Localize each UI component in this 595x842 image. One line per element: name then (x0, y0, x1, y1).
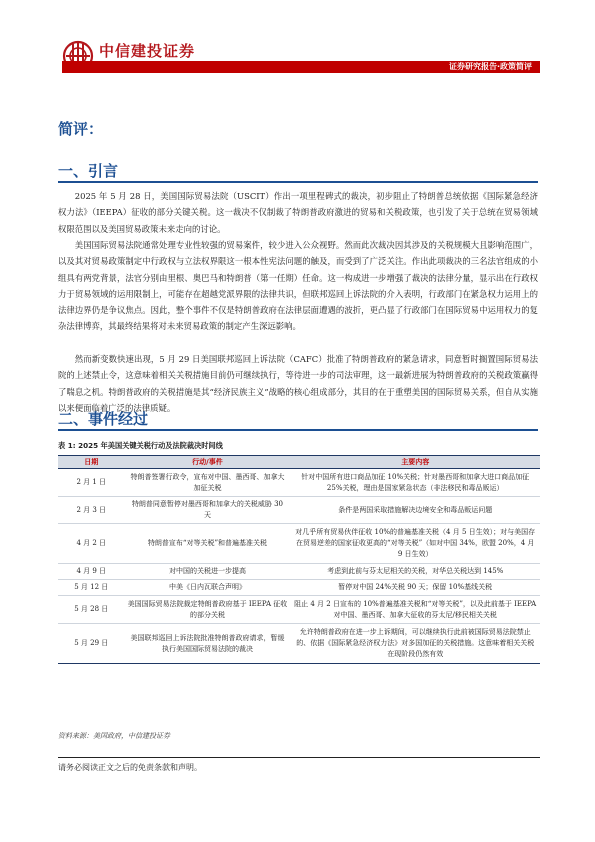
column-header-date: 日期 (58, 456, 124, 469)
table-row (58, 469, 540, 497)
logo-chinese-name: 中信建投证券 (99, 41, 196, 60)
table-cell-date: 2 月 3 日 (58, 497, 124, 524)
table-cell-action: 特朗普签署行政令，宣布对中国、墨西哥、加拿大加征关税 (124, 469, 290, 497)
section-1-divider (58, 181, 538, 183)
column-header-content: 主要内容 (290, 456, 540, 469)
column-header-action: 行动/事件 (124, 456, 290, 469)
table-cell-action: 中美《日内瓦联合声明》 (124, 580, 290, 596)
table-cell-action: 特朗普宣布“对等关税”和普遍基准关税 (124, 524, 290, 564)
table-row (58, 596, 540, 624)
table-row (58, 624, 540, 664)
table-cell-content: 考虑到此前与芬太尼相关的关税，对华总关税达到 145% (290, 564, 540, 580)
report-type-label: 证券研究报告·政策简评 (448, 62, 532, 71)
table-cell-date: 4 月 9 日 (58, 564, 124, 580)
table-cell-date: 4 月 2 日 (58, 524, 124, 564)
footer-disclaimer: 请务必阅读正文之后的免责条款和声明。 (58, 763, 202, 772)
header-band (62, 61, 540, 73)
table-cell-content: 对几乎所有贸易伙伴征收 10%的普遍基准关税（4 月 5 日生效）；对与美国存在贸易逆差的国家征收更高的“对等关税”（如对中国 34%，欧盟 20%，4 月 9 日生效） (290, 524, 540, 564)
table-row (58, 580, 540, 596)
timeline-table (58, 455, 540, 664)
table-row (58, 497, 540, 524)
table-cell-content: 条件是两国采取措施解决边境安全和毒品贩运问题 (290, 497, 540, 524)
table-cell-action: 特朗普同意暂停对墨西哥和加拿大的关税威胁 30 天 (124, 497, 290, 524)
table-row (58, 524, 540, 564)
table-cell-content: 针对中国所有进口商品加征 10%关税；针对墨西哥和加拿大进口商品加征 25%关税，理由是国家紧急状态（非法移民和毒品贩运） (290, 469, 540, 497)
table-cell-date: 2 月 1 日 (58, 469, 124, 497)
table-cell-action: 美国联邦巡回上诉法院批准特朗普政府请求，暂缓执行美国国际贸易法院的裁决 (124, 624, 290, 664)
section-2-heading: 二、事件经过 (58, 410, 149, 428)
table-cell-action: 美国国际贸易法院裁定特朗普政府基于 IEEPA 征收的部分关税 (124, 596, 290, 624)
section-2-divider (58, 429, 538, 431)
table-cell-content: 允许特朗普政府在进一步上诉期间，可以继续执行此前被国际贸易法院禁止的、依据《国际紧急经济权力法》对多国加征的关税措施。这意味着相关关税在现阶段仍然有效 (290, 624, 540, 664)
review-heading: 简评： (58, 120, 104, 138)
table-cell-content: 阻止 4 月 2 日宣布的 10%普遍基准关税和“对等关税”，以及此前基于 IEEPA 对中国、墨西哥、加拿大征收的芬太尼/移民相关关税 (290, 596, 540, 624)
footer-divider (58, 757, 540, 758)
table-caption: 表 1: 2025 年美国关键关税行动及法院裁决时间线 (58, 441, 223, 450)
section-1-heading: 一、引言 (58, 162, 119, 180)
table-cell-date: 5 月 29 日 (58, 624, 124, 664)
table-cell-action: 对中国的关税进一步提高 (124, 564, 290, 580)
paragraph-2: 美国国际贸易法院通常处理专业性较强的贸易案件，较少进入公众视野。然而此次裁决因其涉及的关税规模大且影响范围广，以及其对贸易政策制定中行政权与立法权界限这一根本性宪法问题的触及，而受到了广泛关注。作出此项裁决的三名法官组成的小组具有两党背景，法官分别由里根、奥巴马和特朗普（第一任期）任命。这一构成进一步增强了裁决的法律分量，显示出在行政权力于贸易领域的运用限制上，可能存在超越党派界限的法律共识，但联邦巡回上诉法院的介入表明，行政部门在紧急权力运用上的法律边界仍是争议焦点。因此，整个事件不仅是特朗普政府在法律层面遭遇的波折，更凸显了行政部门在国际贸易中运用权力的复杂法律博弈，其最终结果将对未来贸易政策的制定产生深远影响。 (58, 240, 538, 332)
table-cell-date: 5 月 28 日 (58, 596, 124, 624)
table-cell-content: 暂停对中国 24%关税 90 天；保留 10%基线关税 (290, 580, 540, 596)
table-row (58, 564, 540, 580)
paragraph-3: 然而新变数快速出现，5 月 29 日美国联邦巡回上诉法院（CAFC）批准了特朗普政府的紧急请求，同意暂时搁置国际贸易法院的上述禁止令，这意味着相关关税措施目前仍可继续执行，等待进一步的司法审理，这一最新进展为特朗普政府的关税政策赢得了喘息之机。特朗普政府的关税措施是其“经济民族主义”战略的核心组成部分，其目的在于重塑美国的国际贸易关系，但自从实施以来便面临着广泛的法律质疑。 (58, 354, 538, 413)
table-cell-date: 5 月 12 日 (58, 580, 124, 596)
table-source-note: 资料来源：美国政府，中信建投证券 (58, 732, 170, 740)
paragraph-1: 2025 年 5 月 28 日，美国国际贸易法院（USCIT）作出一项里程碑式的裁决，初步阻止了特朗普总统依据《国际紧急经济权力法》（IEEPA）征收的部分关键关税。这一裁决不仅制裁了特朗普政府激进的贸易和关税政策，也引发了关于总统在贸易领域权限范围以及美国贸易政策未来走向的讨论。 (58, 191, 538, 234)
